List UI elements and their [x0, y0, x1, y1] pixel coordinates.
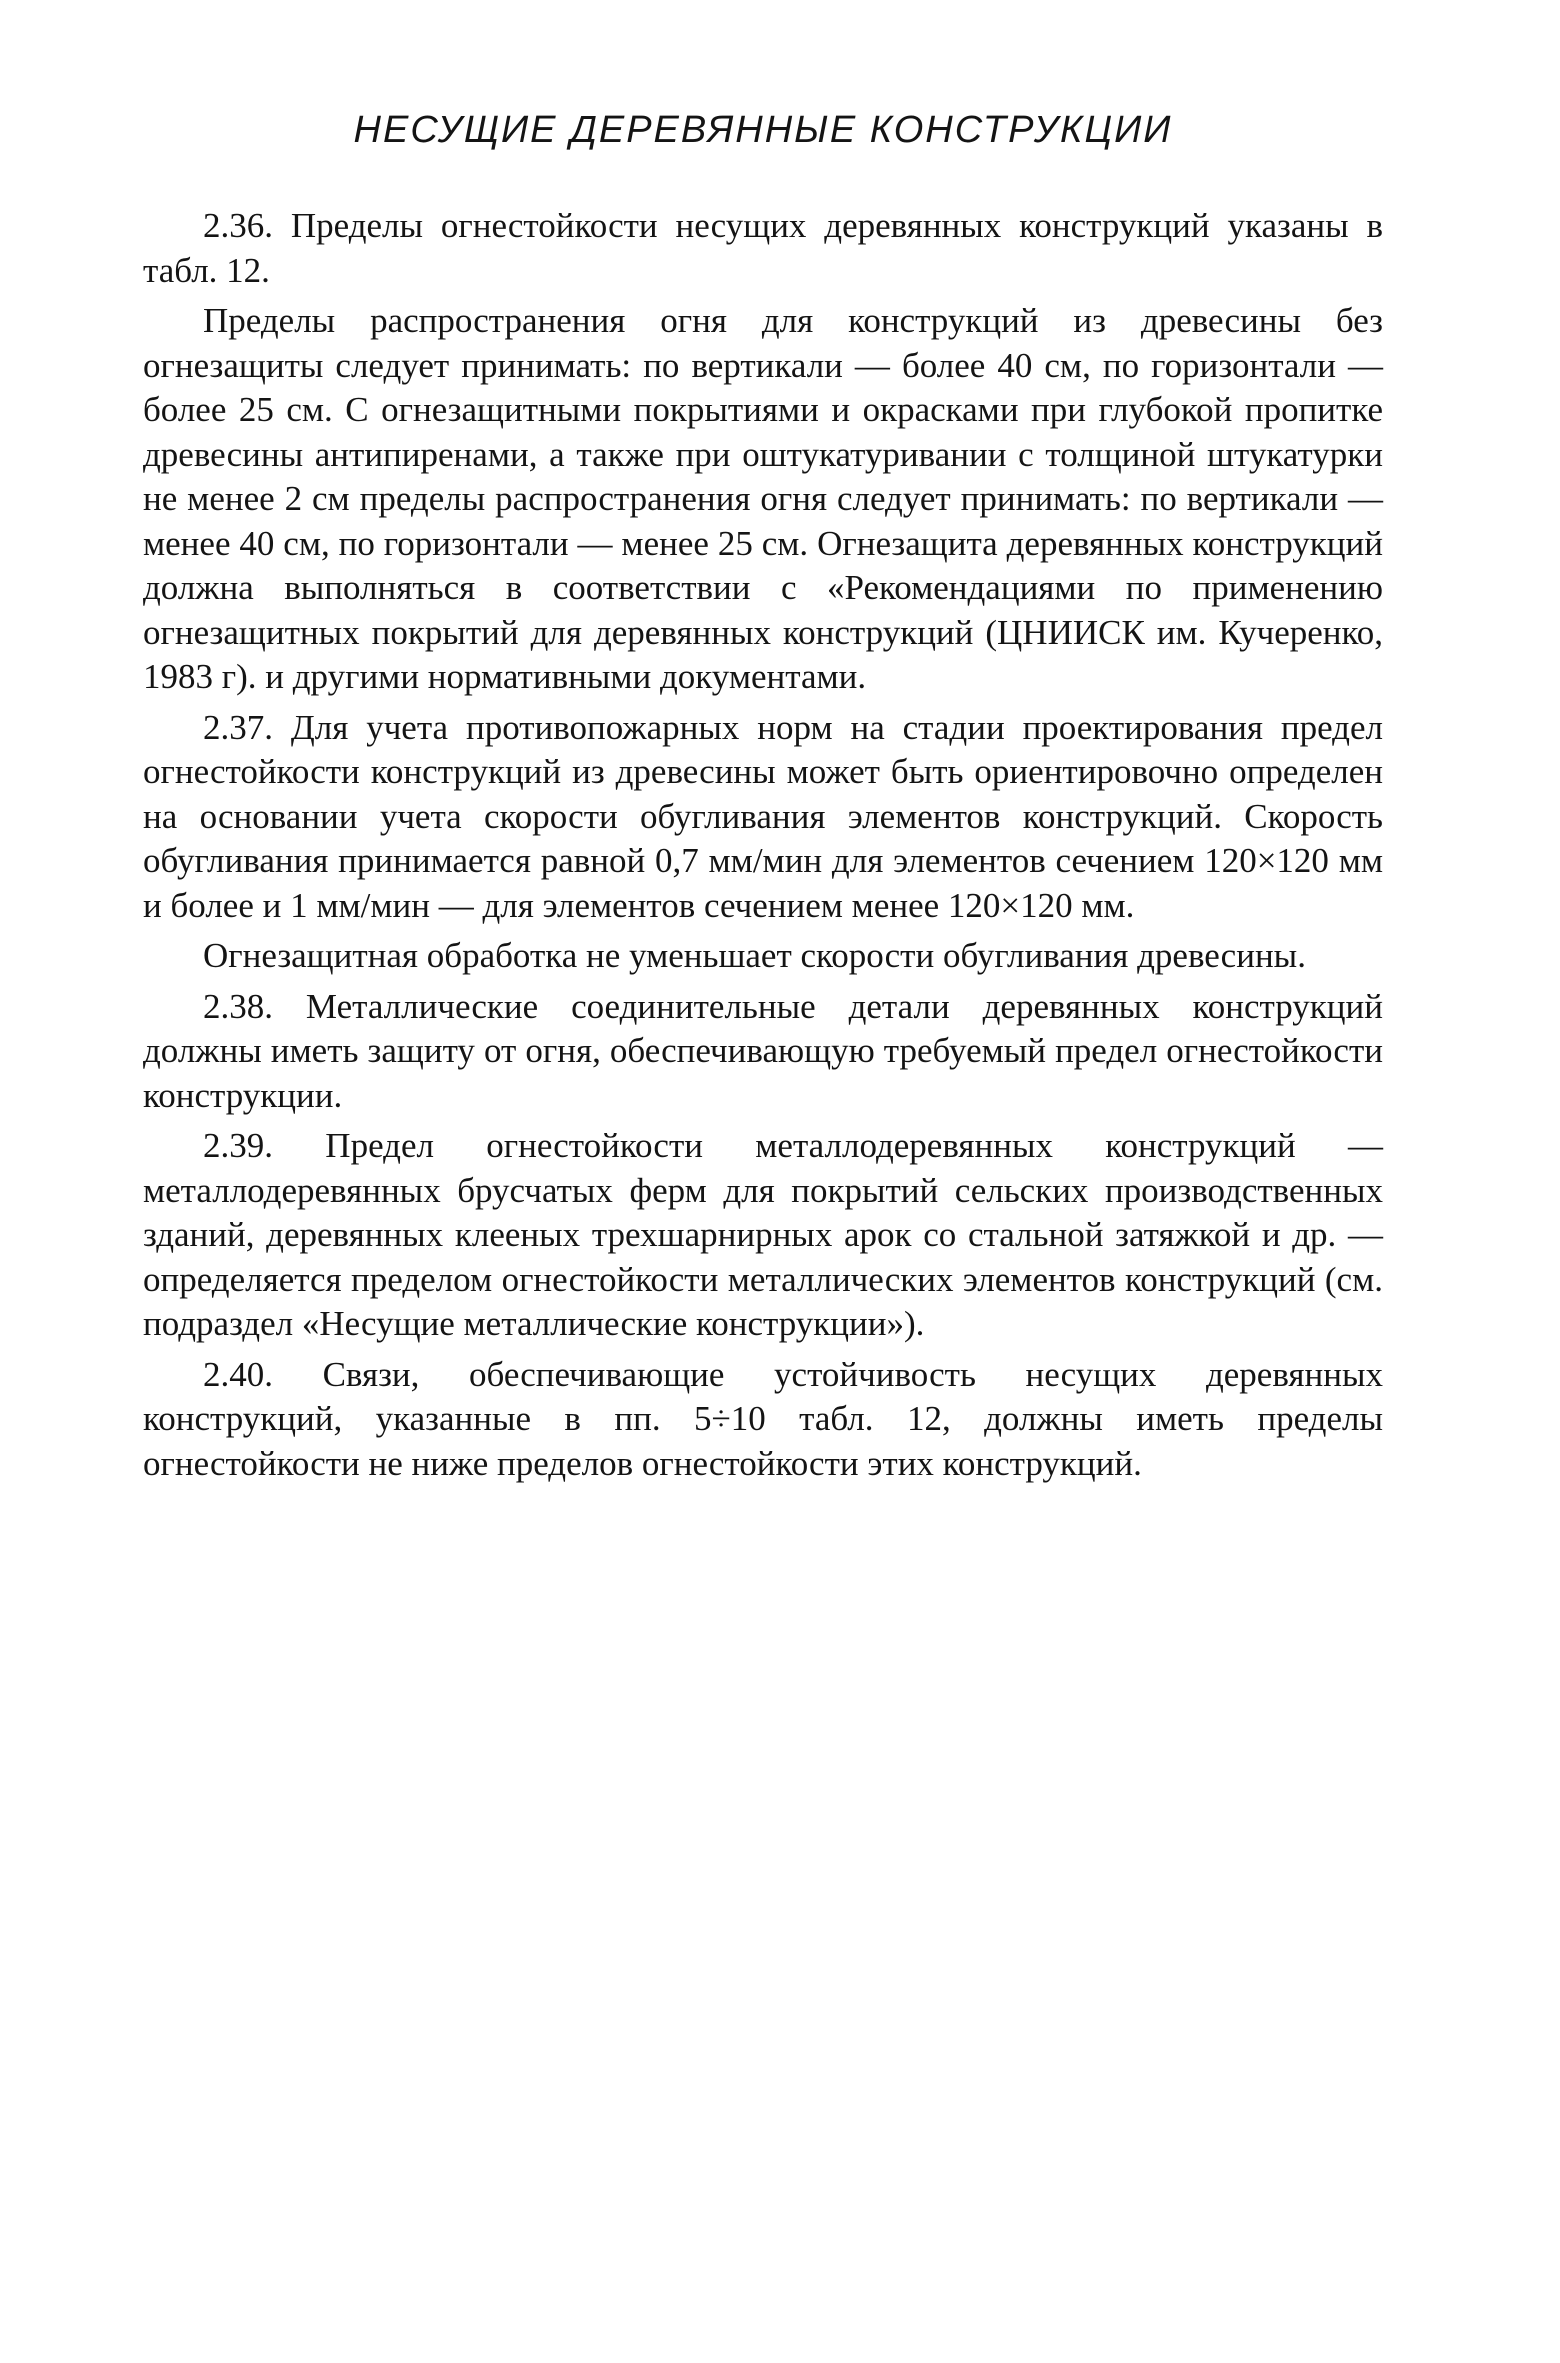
document-page: [143, 108, 1383, 1486]
paragraph-2-37: 2.37. Для учета противопожарных норм на стадии проектирования предел огнестойкости конструкций из древесины может быть ориентировочно определен на основании учета скорости обугливания элементов конструкций. Скорость обугливания принимается равной 0,7 мм/мин для элементов сечением 120×120 мм и более и 1 мм/мин — для элементов сечением менее 120×120 мм.: [143, 707, 1383, 925]
paragraph-fire-spread: Пределы распространения огня для конструкций из древесины без огнезащиты следует принимать: по вертикали — более 40 см, по горизонтали — более 25 см. С огнезащитными покрытиями и окрасками при глубокой пропитке древесины антипиренами, а также при оштукатуривании с толщиной штукатурки не менее 2 см пределы распространения огня следует принимать: по вертикали — менее 40 см, по горизонтали — менее 25 см. Огнезащита деревянных конструкций должна выполняться в соответствии с «Рекомендациями по применению огнезащитных покрытий для деревянных конструкций (ЦНИИСК им. Кучеренко, 1983 г). и другими нормативными документами.: [143, 301, 1383, 696]
paragraph-2-39: 2.39. Предел огнестойкости металлодеревянных конструкций — металлодеревянных брусчатых ферм для покрытий сельских производственных зданий, деревянных клееных трехшарнирных арок со стальной затяжкой и др. — определяется пределом огнестойкости металлических элементов конструкций (см. подраздел «Несущие металлические конструкции»).: [143, 1126, 1383, 1343]
running-title: НЕСУЩИЕ ДЕРЕВЯННЫЕ КОНСТРУКЦИИ: [353, 109, 1173, 151]
paragraph-fireproofing-note: Огнезащитная обработка не уменьшает скорости обугливания древесины.: [203, 936, 1306, 975]
paragraph-2-38: 2.38. Металлические соединительные детали деревянных конструкций должны иметь защиту от огня, обеспечивающую требуемый предел огнестойкости конструкции.: [143, 986, 1383, 1115]
paragraph-2-36: 2.36. Пределы огнестойкости несущих деревянных конструкций указаны в табл. 12.: [143, 206, 1383, 290]
paragraph-2-40: 2.40. Связи, обеспечивающие устойчивость несущих деревянных конструкций, указанные в пп. 5÷10 табл. 12, должны иметь пределы огнестойкости не ниже пределов огнестойкости этих конструкций.: [143, 1354, 1383, 1483]
